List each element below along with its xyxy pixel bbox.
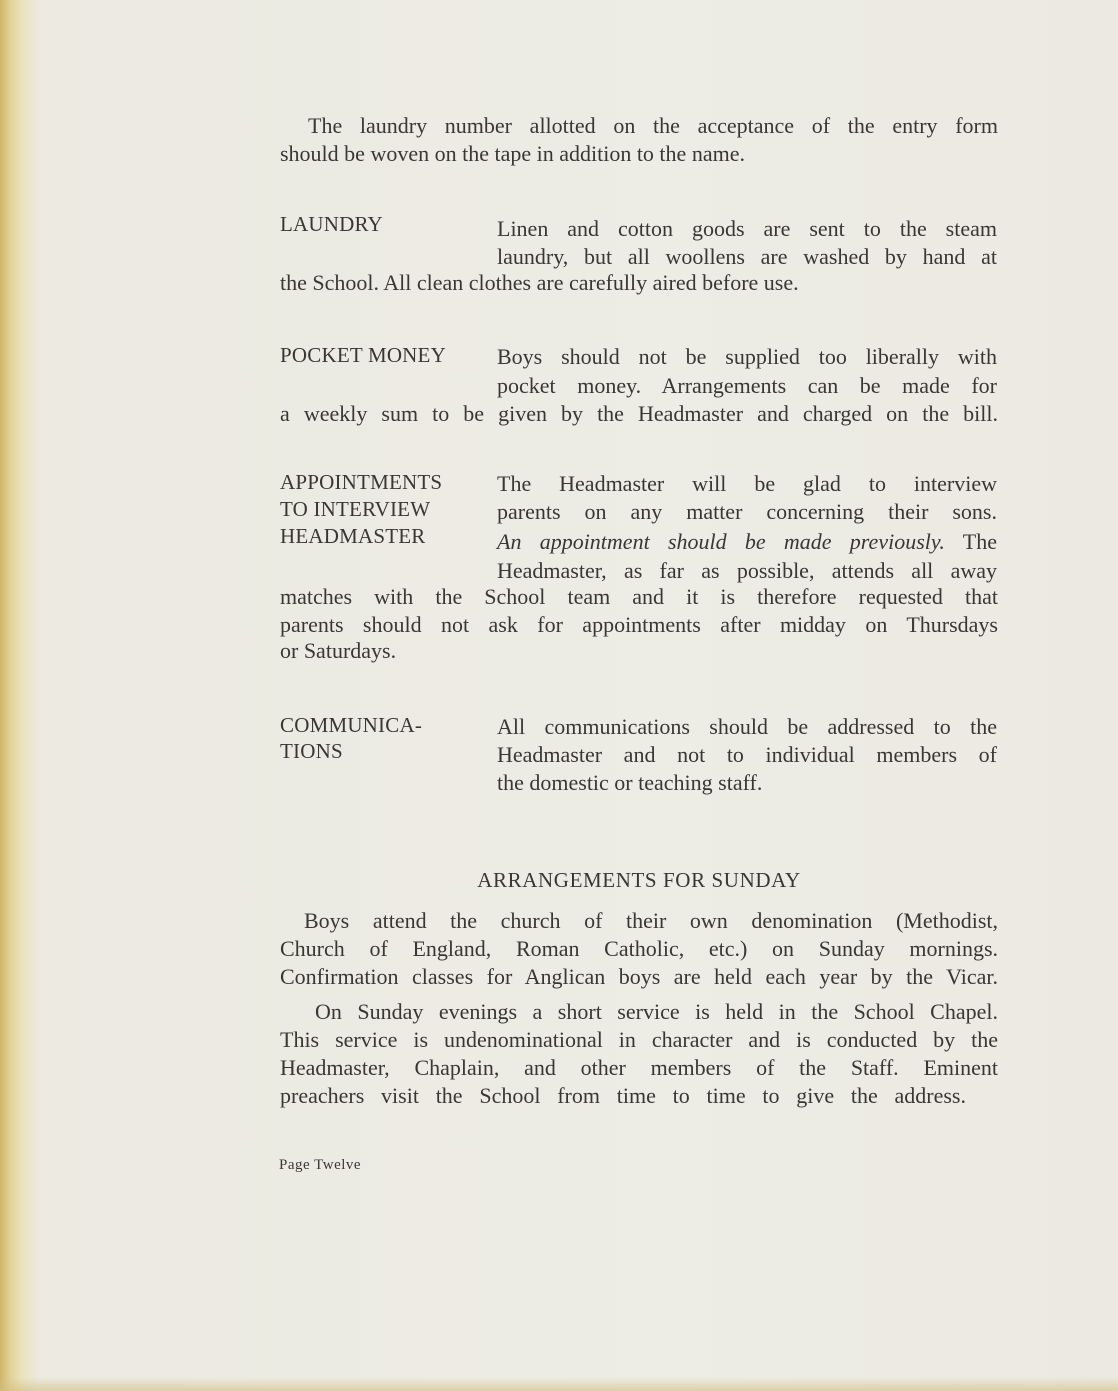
appointments-line-7: or Saturdays. — [280, 638, 397, 663]
appointments-line-5: matches with the School team and it is therefore requested that — [280, 584, 998, 609]
appointments-italic-note: An appointment should be made previously. — [497, 529, 945, 554]
pocket-money-line-1: Boys should not be supplied too liberally with — [497, 344, 997, 369]
sunday-p2-line-4: preachers visit the School from time to time to give the address. — [280, 1083, 966, 1108]
pocket-money-line-3: a weekly sum to be given by the Headmaster and charged on the bill. — [280, 401, 998, 426]
communications-label-2: TIONS — [280, 739, 343, 763]
appointments-line-4: Headmaster, as far as possible, attends all away — [497, 558, 997, 583]
sunday-p1-line-1: Boys attend the church of their own denomination (Methodist, — [304, 908, 998, 933]
appointments-line-2: parents on any matter concerning their sons. — [497, 499, 997, 524]
pocket-money-label: POCKET MONEY — [280, 343, 446, 367]
pocket-money-line-2: pocket money. Arrangements can be made for — [497, 373, 997, 398]
laundry-line-1: Linen and cotton goods are sent to the steam — [497, 216, 997, 241]
sunday-p1-line-2: Church of England, Roman Catholic, etc.) on Sunday mornings. — [280, 936, 998, 961]
sunday-p2-line-2: This service is undenominational in character and is conducted by the — [280, 1027, 998, 1052]
sunday-heading: ARRANGEMENTS FOR SUNDAY — [477, 868, 801, 892]
laundry-label: LAUNDRY — [280, 212, 383, 236]
page-binding-edge — [0, 0, 40, 1391]
sunday-p1-line-3: Confirmation classes for Anglican boys are held each year by the Vicar. — [280, 964, 998, 989]
sunday-p2-line-1: On Sunday evenings a short service is held in the School Chapel. — [315, 999, 998, 1024]
appointments-line-1: The Headmaster will be glad to interview — [497, 471, 997, 496]
communications-line-2: Headmaster and not to individual members of — [497, 742, 997, 767]
communications-line-3: the domestic or teaching staff. — [497, 770, 763, 795]
appointments-label-1: APPOINTMENTS — [280, 470, 443, 494]
communications-line-1: All communications should be addressed to the — [497, 714, 997, 739]
appointments-line-6: parents should not ask for appointments after midday on Thursdays — [280, 612, 998, 637]
appointments-label-2: TO INTERVIEW — [280, 497, 431, 521]
appointments-line-3-rest: The — [962, 529, 997, 554]
sunday-p2-line-3: Headmaster, Chaplain, and other members of the Staff. Eminent — [280, 1055, 998, 1080]
communications-label-1: COMMUNICA- — [280, 713, 423, 737]
page-number: Page Twelve — [279, 1157, 362, 1173]
appointments-label-3: HEADMASTER — [280, 524, 426, 548]
intro-line-2: should be woven on the tape in addition to the name. — [280, 141, 745, 166]
appointments-line-3 — [497, 528, 997, 556]
laundry-line-3: the School. All clean clothes are carefully aired before use. — [280, 270, 799, 295]
intro-line-1: The laundry number allotted on the acceptance of the entry form — [308, 113, 998, 138]
laundry-line-2: laundry, but all woollens are washed by hand at — [497, 244, 997, 269]
